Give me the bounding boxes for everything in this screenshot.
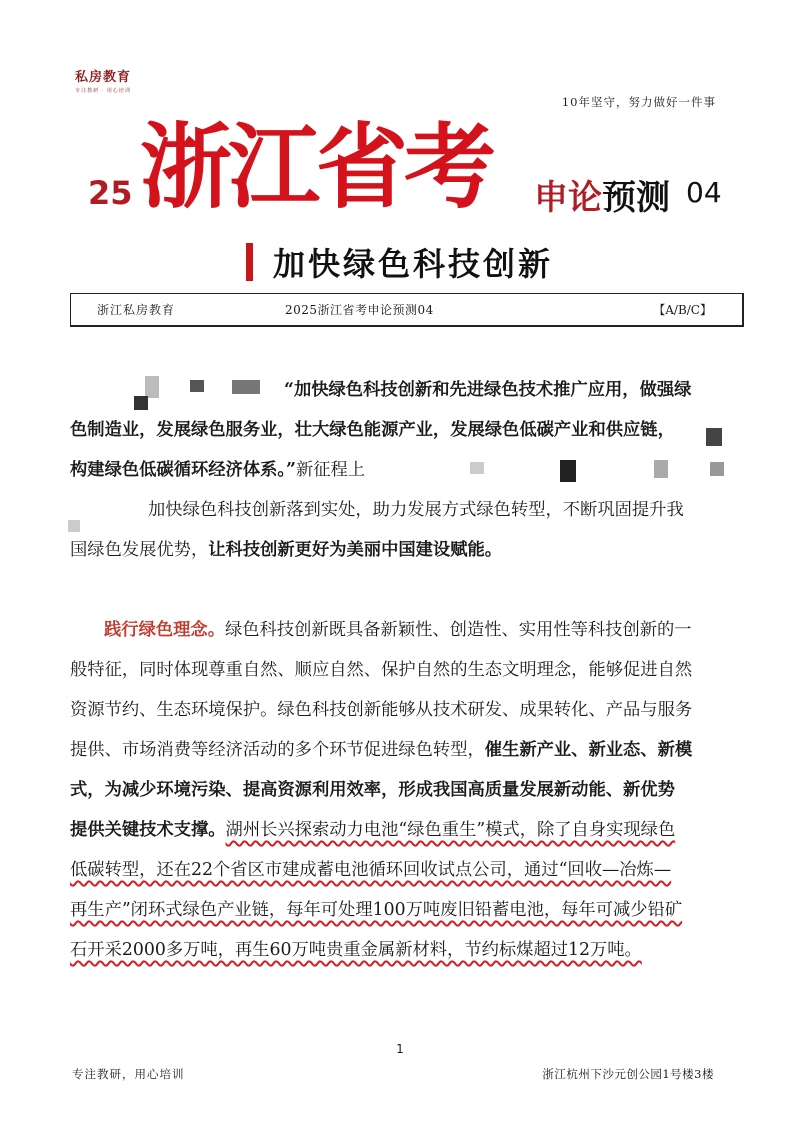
underlined-text: 再生产”闭环式绿色产业链，每年可处理100万吨废旧铅蓄电池，每年可减少铅矿	[70, 900, 683, 920]
text-line	[70, 690, 740, 730]
mosaic-block	[145, 376, 159, 398]
mosaic-block	[710, 462, 724, 476]
headline-number: 04	[686, 176, 722, 209]
plain-text: 资源节约、生态环境保护。绿色科技创新能够从技术研发、成果转化、产品与服务	[70, 700, 693, 720]
logo-subtitle: 专注教研 · 用心培训	[75, 88, 131, 94]
text-line	[70, 890, 740, 930]
bold-text: 式，为减少环境污染、提高资源利用效率，形成我国高质量发展新动能、新优势	[70, 780, 675, 800]
plain-text: 般特征，同时体现尊重自然、顺应自然、保护自然的生态文明理念，能够促进自然	[70, 660, 693, 680]
blank-line	[70, 570, 740, 610]
info-doc: 2025浙江省考申论预测04	[285, 303, 434, 317]
text-line	[70, 850, 740, 890]
page-number: 1	[396, 1042, 404, 1056]
headline-sub-red: 申论	[534, 178, 602, 218]
headline-sub	[534, 170, 670, 219]
underlined-text: 湖州长兴探索动力电池“绿色重生”模式，除了自身实现绿色	[225, 820, 676, 840]
mosaic-block	[232, 380, 260, 394]
theme-text: 加快绿色科技创新	[273, 245, 554, 283]
mosaic-block	[560, 460, 576, 482]
plain-text: 提供、市场消费等经济活动的多个环节促进绿色转型，	[70, 740, 485, 760]
footer-motto: 专注教研，用心培训	[72, 1067, 185, 1081]
plain-text: 加快绿色科技创新落到实处，助力发展方式绿色转型，不断巩固提升我	[148, 500, 684, 520]
headline-sub-dark: 预测	[602, 178, 670, 218]
plain-text: 绿色科技创新既具备新颖性、创造性、实用性等科技创新的一	[224, 620, 692, 640]
text-line	[70, 530, 740, 570]
mosaic-block	[470, 462, 484, 474]
text-line	[70, 370, 740, 410]
quote-text: 色制造业，发展绿色服务业，壮大绿色能源产业，发展绿色低碳产业和供应链，	[70, 420, 675, 440]
bold-text: 让科技创新更好为美丽中国建设赋能。	[208, 540, 503, 560]
underlined-text: 石开采2000多万吨，再生60万吨贵重金属新材料，节约标煤超过12万吨。	[70, 940, 642, 960]
text-line	[70, 810, 740, 850]
mosaic-block	[190, 380, 204, 392]
headline-main: 浙江省考	[140, 114, 493, 221]
plain-text: 国绿色发展优势，	[70, 540, 209, 560]
text-line	[70, 610, 740, 650]
text-line	[70, 650, 740, 690]
header-slogan: 10年坚守，努力做好一件事	[561, 95, 716, 109]
text-line	[70, 450, 740, 490]
headline	[88, 116, 768, 226]
text-line	[70, 730, 740, 770]
theme-accent-bar	[246, 243, 253, 281]
mosaic-block	[68, 520, 80, 532]
mosaic-block	[654, 460, 668, 478]
headline-year: 25	[88, 174, 133, 212]
text-line	[70, 490, 740, 530]
footer-address: 浙江杭州下沙元创公园1号楼3楼	[542, 1067, 714, 1081]
text-line	[70, 930, 740, 970]
mosaic-block	[706, 428, 722, 446]
article-body	[70, 370, 740, 970]
info-org: 浙江私房教育	[97, 303, 176, 317]
brand-logo	[58, 66, 148, 94]
info-tag: 【A/B/C】	[653, 303, 712, 317]
logo-title: 私房教育	[74, 70, 131, 85]
info-bar	[70, 293, 744, 327]
plain-text: 新征程上	[295, 460, 366, 480]
theme-title	[246, 242, 553, 282]
quote-text: “加快绿色科技创新和先进绿色技术推广应用，做强绿	[284, 380, 692, 400]
text-line	[70, 410, 740, 450]
bold-text: 催生新产业、新业态、新模	[484, 740, 693, 760]
mosaic-block	[134, 396, 148, 410]
quote-text: 构建绿色低碳循环经济体系。”	[70, 460, 296, 480]
underlined-text: 低碳转型，还在22个省区市建成蓄电池循环回收试点公司，通过“回收—冶炼—	[70, 860, 672, 880]
section-heading: 践行绿色理念。	[104, 620, 225, 640]
bold-text: 提供关键技术支撑。	[70, 820, 226, 840]
text-line	[70, 770, 740, 810]
